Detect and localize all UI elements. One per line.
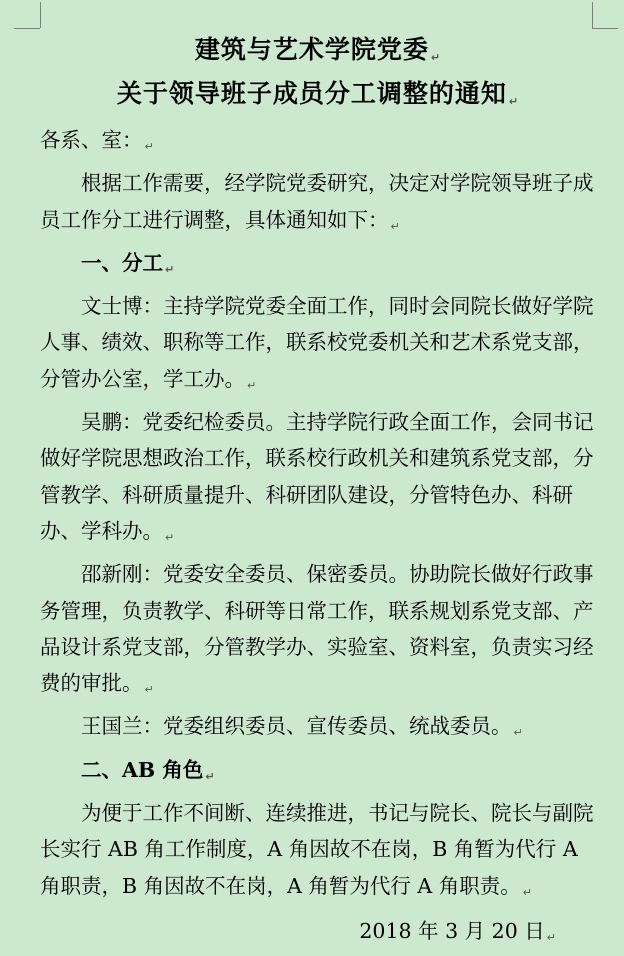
document-page [40, 32, 596, 956]
paragraph-mark-icon: ↵ [144, 140, 154, 153]
intro-paragraph [40, 165, 596, 245]
date-text: 2018 年 3 月 20 日 [359, 918, 545, 943]
title-line-2 [40, 76, 596, 120]
paragraph-mark-icon: ↵ [430, 51, 442, 64]
document-date [40, 913, 596, 956]
paragraph-mark-icon: ↵ [165, 530, 175, 544]
title-line-1-text: 建筑与艺术学院党委 [194, 35, 429, 64]
section-2-heading [40, 752, 596, 795]
section-1-heading [40, 245, 596, 288]
title-line-1 [40, 32, 596, 76]
section-1-heading-text: 一、分工 [81, 250, 163, 275]
paragraph-mark-icon: ↵ [144, 683, 154, 697]
section-2-heading-text: 二、AB 角色 [81, 757, 204, 782]
member-paragraph [40, 288, 596, 404]
member-paragraph [40, 556, 596, 708]
member-paragraph [40, 708, 596, 751]
member-paragraph [40, 404, 596, 556]
section-2-text: 为便于工作不间断、连续推进，书记与院长、院长与副院长实行 AB 角工作制度，A 角因故不在岗，B 角暂为代行 A 角职责，B 角因故不在岗，A 角暂为代行 A 角职责。 [40, 801, 594, 898]
title-line-2-text: 关于领导班子成员分工调整的通知 [116, 79, 507, 108]
paragraph-mark-icon: ↵ [522, 885, 532, 899]
member-text: 文士博：主持学院党委全面工作，同时会同院长做好学院人事、绩效、职称等工作，联系校党委机关和艺术系党支部，分管办公室，学工办。 [40, 294, 594, 391]
paragraph-mark-icon: ↵ [513, 726, 523, 740]
salutation [40, 122, 596, 165]
section-2-paragraph [40, 795, 596, 911]
member-text: 邵新刚：党委安全委员、保密委员。协助院长做好行政事务管理，负责教学、科研等日常工作，联系规划系党支部、产品设计系党支部，分管教学办、实验室、资料室，负责实习经费的审批。 [40, 562, 594, 696]
paragraph-mark-icon: ↵ [508, 95, 520, 108]
paragraph-mark-icon: ↵ [205, 769, 215, 783]
paragraph-mark-icon: ↵ [390, 219, 400, 233]
paragraph-mark-icon: ↵ [165, 262, 175, 276]
member-text: 王国兰：党委组织委员、宣传委员、统战委员。 [81, 714, 512, 739]
paragraph-mark-icon: ↵ [546, 930, 556, 944]
member-text: 吴鹏：党委纪检委员。主持学院行政全面工作，会同书记做好学院思想政治工作，联系校行政机关和建筑系党支部，分管教学、科研质量提升、科研团队建设，分管特色办、科研办、学科办。 [40, 410, 594, 543]
salutation-text: 各系、室： [40, 128, 143, 152]
intro-text: 根据工作需要，经学院党委研究，决定对学院领导班子成员工作分工进行调整，具体通知如下： [40, 171, 594, 232]
paragraph-mark-icon: ↵ [247, 378, 257, 392]
